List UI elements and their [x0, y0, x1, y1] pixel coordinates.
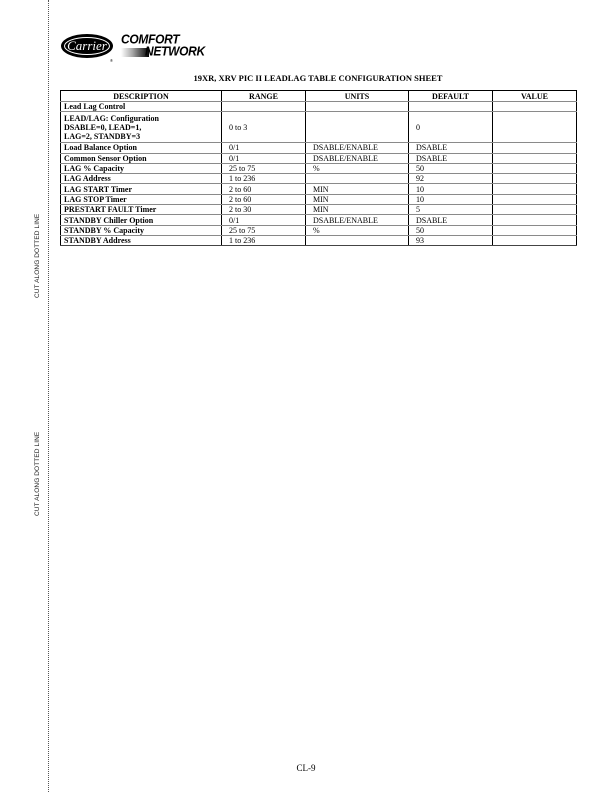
- table-row: [61, 205, 577, 215]
- cell-value[interactable]: [493, 143, 577, 153]
- leadlag-config-table: [60, 90, 577, 246]
- cell-range: 0 to 3: [222, 112, 306, 143]
- network-text: NETWORK: [145, 43, 205, 59]
- description-line: DSABLE=0, LEAD=1,: [64, 122, 142, 132]
- cell-value[interactable]: [493, 235, 577, 245]
- table-row: [61, 194, 577, 204]
- table-row: [61, 215, 577, 225]
- cell-description: STANDBY Chiller Option: [61, 215, 222, 225]
- cell-default: [409, 102, 493, 112]
- header-value: VALUE: [493, 91, 577, 102]
- cell-units: [306, 112, 409, 143]
- cell-range: 1 to 236: [222, 174, 306, 184]
- cell-description: STANDBY % Capacity: [61, 225, 222, 235]
- cell-default: 92: [409, 174, 493, 184]
- cell-value[interactable]: [493, 153, 577, 163]
- cell-units: %: [306, 225, 409, 235]
- cell-units: [306, 174, 409, 184]
- cell-units: DSABLE/ENABLE: [306, 153, 409, 163]
- table-row: [61, 225, 577, 235]
- sheet-title: 19XR, XRV PIC II LEADLAG TABLE CONFIGURATION SHEET: [193, 73, 443, 83]
- cell-default: 50: [409, 163, 493, 173]
- cell-default: 0: [409, 112, 493, 143]
- cell-description: [61, 112, 222, 143]
- cell-default: 10: [409, 194, 493, 204]
- header-default: DEFAULT: [409, 91, 493, 102]
- cell-default: 93: [409, 235, 493, 245]
- cell-default: 5: [409, 205, 493, 215]
- cell-value[interactable]: [493, 205, 577, 215]
- cell-range: [222, 102, 306, 112]
- cell-range: 25 to 75: [222, 225, 306, 235]
- cell-range: 25 to 75: [222, 163, 306, 173]
- cell-range: 2 to 30: [222, 205, 306, 215]
- cell-value[interactable]: [493, 184, 577, 194]
- cell-value[interactable]: [493, 112, 577, 143]
- cell-description: Load Balance Option: [61, 143, 222, 153]
- cell-description: Common Sensor Option: [61, 153, 222, 163]
- cell-units: MIN: [306, 205, 409, 215]
- table-row: [61, 235, 577, 245]
- cell-description: PRESTART FAULT Timer: [61, 205, 222, 215]
- cell-default: DSABLE: [409, 143, 493, 153]
- cell-range: 2 to 60: [222, 184, 306, 194]
- carrier-comfort-network-logo: [61, 30, 221, 66]
- cell-range: 0/1: [222, 143, 306, 153]
- carrier-brand-text: Carrier: [67, 38, 107, 53]
- cell-value[interactable]: [493, 215, 577, 225]
- cut-line-label-top: CUT ALONG DOTTED LINE: [34, 213, 41, 298]
- cell-range: 0/1: [222, 215, 306, 225]
- table-row: [61, 112, 577, 143]
- cell-default: DSABLE: [409, 153, 493, 163]
- table-row: [61, 143, 577, 153]
- cell-units: DSABLE/ENABLE: [306, 143, 409, 153]
- cell-value[interactable]: [493, 194, 577, 204]
- table-row: [61, 153, 577, 163]
- cut-line-label-bottom: CUT ALONG DOTTED LINE: [34, 431, 41, 516]
- cell-description: Lead Lag Control: [61, 102, 222, 112]
- cell-value[interactable]: [493, 225, 577, 235]
- cell-default: 10: [409, 184, 493, 194]
- page-number: CL-9: [296, 763, 316, 773]
- registered-mark: ®: [110, 58, 113, 63]
- cell-value[interactable]: [493, 102, 577, 112]
- cell-units: MIN: [306, 194, 409, 204]
- cell-description: LAG START Timer: [61, 184, 222, 194]
- cell-default: DSABLE: [409, 215, 493, 225]
- cell-range: 2 to 60: [222, 194, 306, 204]
- cell-units: DSABLE/ENABLE: [306, 215, 409, 225]
- cell-description: STANDBY Address: [61, 235, 222, 245]
- comfort-text: COMFORT: [121, 31, 180, 47]
- cell-units: MIN: [306, 184, 409, 194]
- table-row: [61, 184, 577, 194]
- header-range: RANGE: [222, 91, 306, 102]
- cell-units: [306, 102, 409, 112]
- header-description: DESCRIPTION: [61, 91, 222, 102]
- cell-range: 1 to 236: [222, 235, 306, 245]
- table-row: [61, 163, 577, 173]
- cell-description: LAG Address: [61, 174, 222, 184]
- description-line: LEAD/LAG: Configuration: [64, 113, 159, 123]
- cell-units: %: [306, 163, 409, 173]
- cell-value[interactable]: [493, 163, 577, 173]
- cell-units: [306, 235, 409, 245]
- cell-default: 50: [409, 225, 493, 235]
- description-line: LAG=2, STANDBY=3: [64, 131, 141, 141]
- cut-dotted-line: [48, 0, 49, 792]
- cell-description: LAG STOP Timer: [61, 194, 222, 204]
- cell-value[interactable]: [493, 174, 577, 184]
- table-row: [61, 174, 577, 184]
- cell-range: 0/1: [222, 153, 306, 163]
- table-header-row: [61, 91, 577, 102]
- table-row: [61, 102, 577, 112]
- cell-description: LAG % Capacity: [61, 163, 222, 173]
- header-units: UNITS: [306, 91, 409, 102]
